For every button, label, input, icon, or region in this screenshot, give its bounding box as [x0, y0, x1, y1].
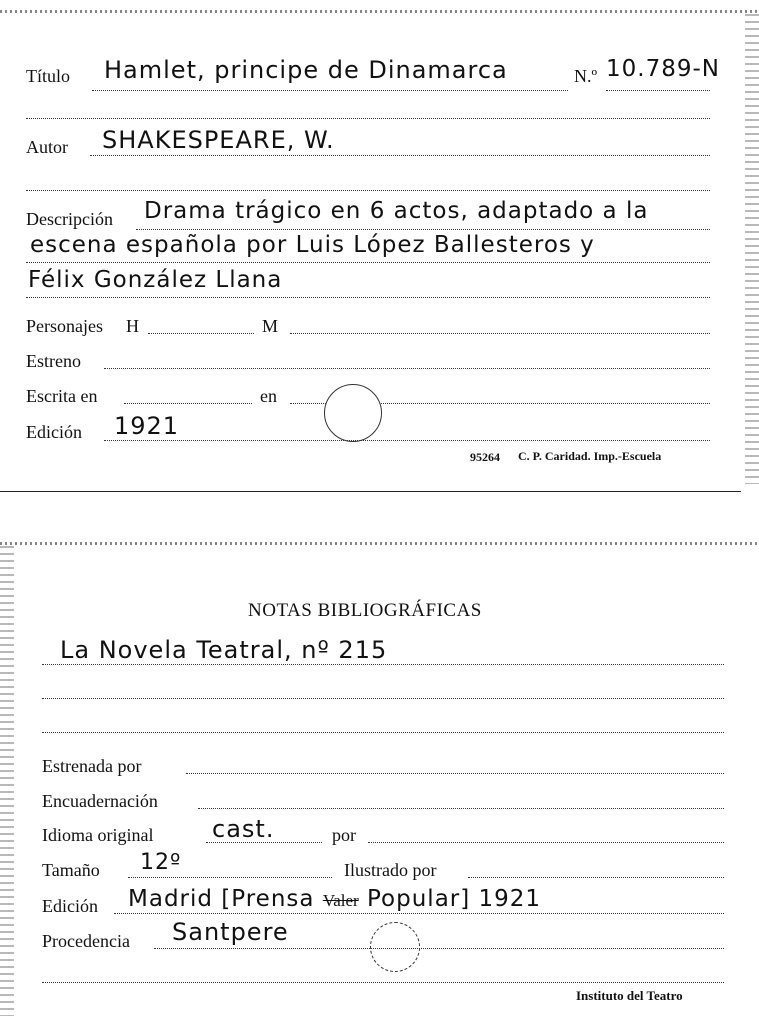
card-back-left-edge: [0, 546, 14, 1016]
card-bottom-edge: [0, 491, 741, 492]
numero-line: [606, 90, 710, 91]
descripcion-value-1: Drama trágico en 6 actos, adaptado a la: [144, 198, 649, 224]
catalog-card-front: [0, 0, 759, 494]
estrenada-label: Estrenada por: [42, 756, 142, 776]
card-right-edge: [745, 14, 759, 484]
escrita-label: Escrita en: [26, 386, 98, 406]
edicion-value-back: [128, 886, 541, 912]
idioma-label: Idioma original: [42, 825, 154, 845]
card-top-edge: [0, 10, 759, 13]
titulo-value: Hamlet, principe de Dinamarca: [104, 56, 508, 84]
edicion-line: [104, 440, 710, 441]
personajes-m-label: M: [262, 316, 279, 336]
footer-institution: Instituto del Teatro: [576, 988, 683, 1003]
tamano-label: Tamaño: [42, 860, 100, 880]
round-stamp-back: [370, 922, 420, 972]
idioma-value: cast.: [212, 815, 275, 843]
titulo-label: Título: [26, 66, 70, 86]
autor-value: SHAKESPEARE, W.: [102, 126, 335, 154]
edicion-line-back: [114, 913, 724, 914]
encuadernacion-line: [198, 808, 724, 809]
descripcion-line-3: [26, 297, 710, 298]
card-back-top-edge: [0, 542, 759, 545]
titulo-extra-line: [26, 118, 710, 119]
estreno-label: Estreno: [26, 351, 81, 371]
ilustrado-line: [468, 877, 724, 878]
edicion-value-struck: Valer: [322, 891, 359, 910]
tamano-line: [128, 877, 332, 878]
edicion-value-a: Madrid [Prensa: [128, 886, 315, 912]
descripcion-value-3: Félix González Llana: [28, 267, 283, 293]
notas-line-3: [42, 732, 724, 733]
tamano-value: 12º: [140, 850, 182, 875]
edicion-value: 1921: [114, 412, 180, 440]
catalog-card-back: [0, 540, 759, 1028]
estrenada-line: [186, 773, 724, 774]
autor-extra-line: [26, 190, 710, 191]
escrita-en-label: en: [260, 386, 277, 406]
notas-value-1: La Novela Teatral, nº 215: [60, 636, 388, 664]
descripcion-line-2: [26, 262, 710, 263]
idioma-por-line: [368, 842, 724, 843]
numero-label: N.º: [574, 66, 598, 86]
escrita-line: [124, 403, 252, 404]
encuadernacion-label: Encuadernación: [42, 791, 158, 811]
procedencia-value: Santpere: [172, 918, 289, 946]
descripcion-label: Descripción: [26, 209, 113, 229]
numero-value: 10.789-N: [606, 56, 720, 82]
edicion-label: Edición: [26, 422, 82, 442]
printer-code: 95264: [470, 450, 500, 464]
printer-name: C. P. Caridad. Imp.-Escuela: [518, 449, 662, 463]
idioma-por-label: por: [332, 825, 356, 845]
procedencia-label: Procedencia: [42, 931, 130, 951]
procedencia-line: [154, 948, 724, 949]
notas-heading: NOTAS BIBLIOGRÁFICAS: [248, 600, 482, 621]
personajes-h-line: [148, 333, 254, 334]
closing-line: [42, 982, 724, 983]
personajes-h-label: H: [126, 316, 139, 336]
autor-label: Autor: [26, 137, 68, 157]
personajes-label: Personajes: [26, 316, 103, 336]
notas-line-1: [42, 664, 724, 665]
ilustrado-label: Ilustrado por: [344, 860, 437, 880]
edicion-value-b: Popular] 1921: [367, 886, 542, 912]
personajes-m-line: [290, 333, 710, 334]
edicion-label-back: Edición: [42, 896, 98, 916]
round-stamp: [324, 384, 382, 442]
estreno-line: [104, 368, 710, 369]
notas-line-2: [42, 698, 724, 699]
descripcion-value-2: escena española por Luis López Ballesteros y: [30, 232, 595, 258]
descripcion-line-1: [136, 229, 710, 230]
autor-line: [90, 155, 710, 156]
titulo-line: [92, 90, 568, 91]
